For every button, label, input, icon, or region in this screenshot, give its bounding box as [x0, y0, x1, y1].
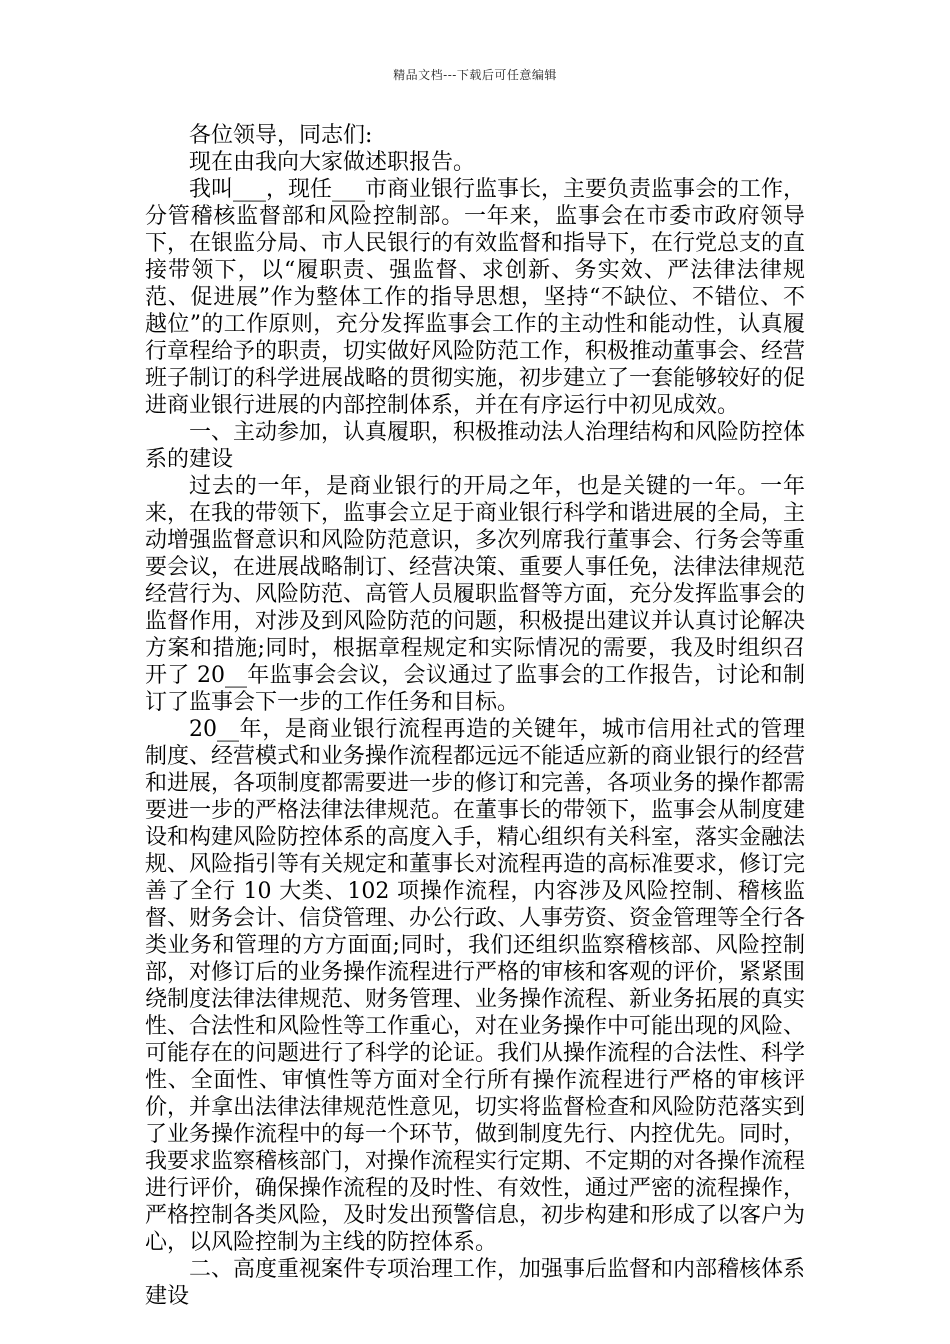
salutation: 各位领导，同志们: [189, 123, 373, 148]
section-heading: 二、高度重视案件专项治理工作，加强事后监督和内部稽核体系建设 [145, 1257, 806, 1309]
paragraph: 过去的一年，是商业银行的开局之年，也是关键的一年。一年来，在我的带领下，监事会立足于商业银行科学和谐进展的全局，主动增强监督意识和风险防范意识，多次列席我行董事会、行务会等重要会议，在进展战略制订、经营决策、重要人事任免，法律法律规范经营行为、风险防范、高管人员履职监督等方面，充分发挥监事会的监督作用，对涉及到风险防范的问题，积极提出建议并认真讨论解决方案和措施;同时，根据章程规定和实际情况的需要，我及时组织召开了 20__年监事会会议，会议通过了监事会的工作报告，讨论和制订了监事会下一步的工作任务和目标。 [145, 474, 806, 715]
section-heading: 一、主动参加，认真履职，积极推动法人治理结构和风险防控体系的建设 [145, 420, 806, 472]
page-header: 精品文档---下载后可任意编辑 [393, 68, 557, 82]
document-body [145, 122, 805, 1310]
paragraph: 我叫___，现任___市商业银行监事长，主要负责监事会的工作，分管稽核监督部和风险控制部。一年来，监事会在市委市政府领导下，在银监分局、市人民银行的有效监督和指导下，在行党总支的直接带领下，以“履职责、强监督、求创新、务实效、严法律法律规范、促进展”作为整体工作的指导思想，坚持“不缺位、不错位、不越位”的工作原则，充分发挥监事会工作的主动性和能动性，认真履行章程给予的职责，切实做好风险防范工作，积极推动董事会、经营班子制订的科学进展战略的贯彻实施，初步建立了一套能够较好的促进商业银行进展的内部控制体系，并在有序运行中初见成效。 [145, 177, 806, 418]
intro-line: 现在由我向大家做述职报告。 [189, 150, 476, 175]
paragraph: 20__年，是商业银行流程再造的关键年，城市信用社式的管理制度、经营模式和业务操作流程都远远不能适应新的商业银行的经营和进展，各项制度都需要进一步的修订和完善，各项业务的操作都需要进一步的严格法律法律规范。在董事长的带领下，监事会从制度建设和构建风险防控体系的高度入手，精心组织有关科室，落实金融法规、风险指引等有关规定和董事长对流程再造的高标准要求，修订完善了全行 10 大类、102 项操作流程，内容涉及风险控制、稽核监督、财务会计、信贷管理、办公行政、人事劳资、资金管理等全行各类业务和管理的方方面面;同时，我们还组织监察稽核部、风险控制部，对修订后的业务操作流程进行严格的审核和客观的评价，紧紧围绕制度法律法律规范、财务管理、业务操作流程、新业务拓展的真实性、合法性和风险性等工作重心，对在业务操作中可能出现的风险、可能存在的问题进行了科学的论证。我们从操作流程的合法性、科学性、全面性、审慎性等方面对全行所有操作流程进行严格的审核评价，并拿出法律法律规范性意见，切实将监督检查和风险防范落实到了业务操作流程中的每一个环节，做到制度先行、内控优先。同时，我要求监察稽核部门，对操作流程实行定期、不定期的对各操作流程进行评价，确保操作流程的及时性、有效性，通过严密的流程操作，严格控制各类风险，及时发出预警信息，初步构建和形成了以客户为心，以风险控制为主线的防控体系。 [145, 717, 806, 1255]
